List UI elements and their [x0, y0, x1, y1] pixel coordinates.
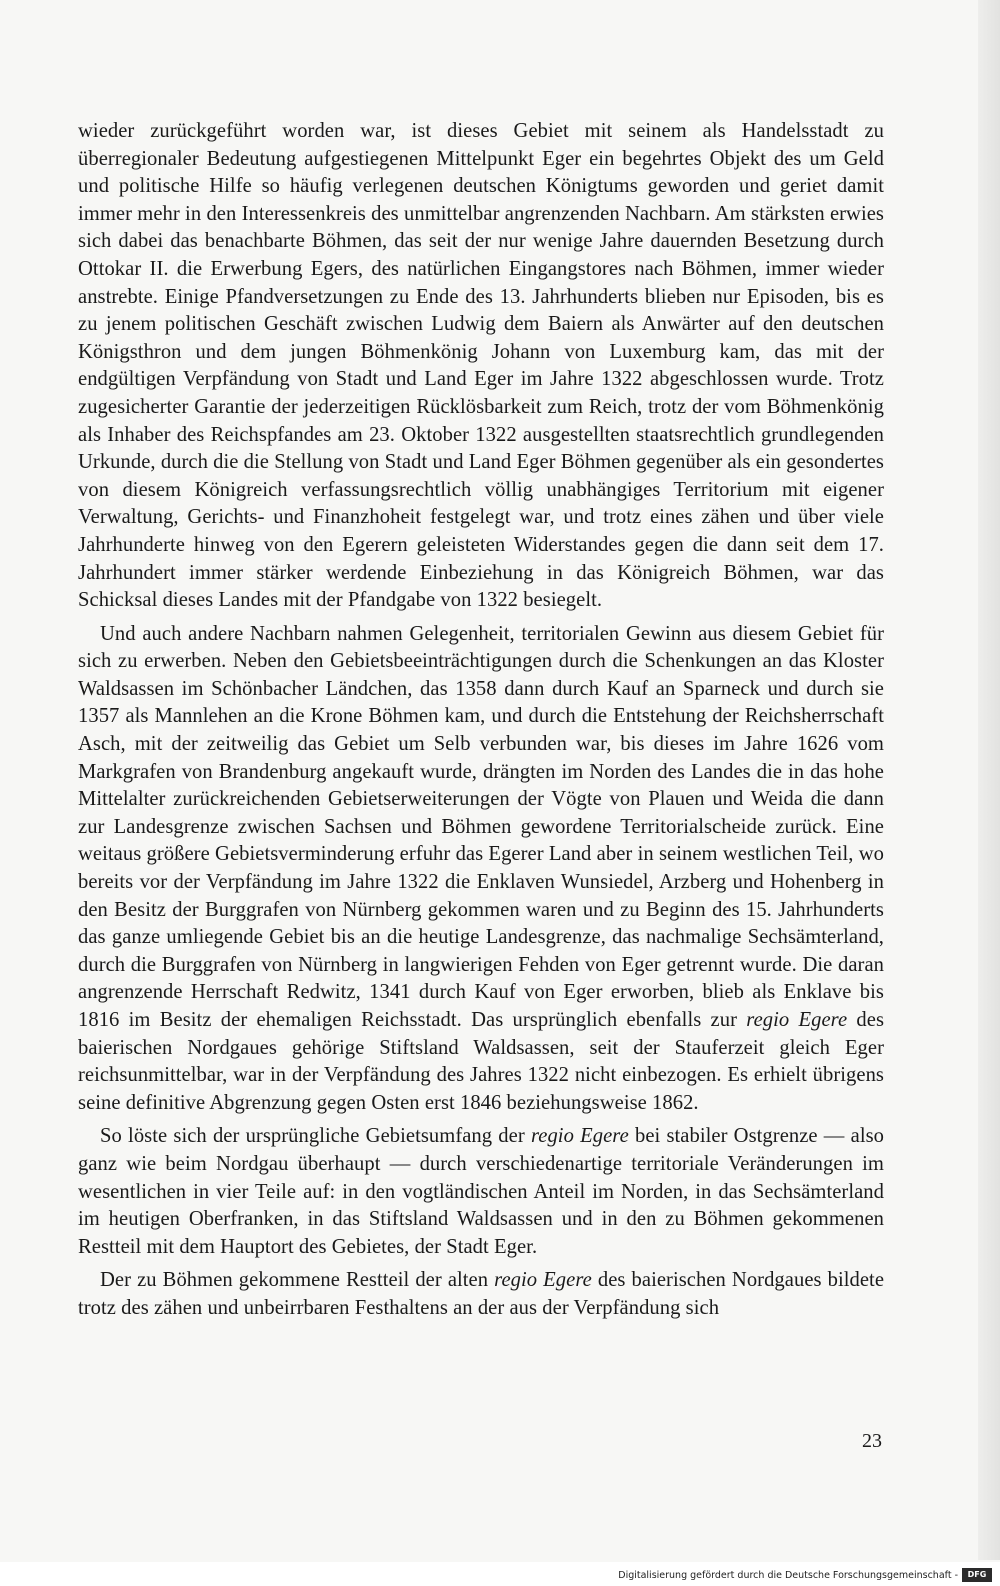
page-number: 23: [862, 1430, 882, 1452]
paragraph-2-rest: des baierischen Nordgaues gehörige Stiftsland Waldsassen, seit der Stauferzeit gleich Eger reichsunmittelbar, war in der Verpfändung des Jahres 1322 nicht einbezogen. Es erhielt übrigens seine definitive Abgrenzung gegen Osten erst 1846 beziehungsweise 1862.: [78, 1009, 885, 1114]
paragraph-1: wieder zurückgeführt worden war, ist dieses Gebiet mit seinem als Handelsstadt zu überregionaler Bedeutung aufgestiegenen Mittelpunkt Eger ein begehrtes Objekt des um Geld und politische Hilfe so häufig verlegenen deutschen Königtums geworden und geriet damit immer mehr in den Interessenkreis des unmittelbar angrenzenden Nachbarn. Am stärksten erwies sich dabei das benachbarte Böhmen, das seit der nur wenige Jahre dauernden Besetzung durch Ottokar II. die Erwerbung Egers, des natürlichen Eingangstores nach Böhmen, immer wieder anstrebte. Einige Pfandversetzungen zu Ende des 13. Jahrhunderts blieben nur Episoden, bis es zu jenem politischen Geschäft zwischen Ludwig dem Baiern als Anwärter auf den deutschen Königsthron und dem jungen Böhmenkönig Johann von Luxemburg kam, das mit der endgültigen Verpfändung von Stadt und Land Eger im Jahre 1322 abgeschlossen wurde. Trotz zugesicherter Garantie der jederzeitigen Rücklösbarkeit zum Reich, trotz der vom Böhmenkönig als Inhaber des Reichspfandes am 23. Oktober 1322 ausgestellten staatsrechtlich grundlegenden Urkunde, durch die die Stellung von Stadt und Land Eger Böhmen gegenüber als ein gesondertes von diesem Königreich verfassungsrechtlich völlig unabhängiges Territorium mit eigener Verwaltung, Gerichts- und Finanzhoheit festgelegt war, und trotz eines zähen und über viele Jahrhunderte hinweg von den Egerern geleisteten Widerstandes gegen die dann seit dem 17. Jahrhundert immer stärker werdende Einbeziehung in das Königreich Böhmen, war das Schicksal dieses Landes mit der Pfandgabe von 1322 besiegelt.: [78, 120, 884, 612]
paragraph-4-text: Der zu Böhmen gekommene Restteil der alten: [100, 1269, 489, 1292]
paragraph-4-rest: des baierischen Nordgaues bildete trotz des zähen und unbeirrbaren Festhaltens an der aus der Verpfändung sich: [78, 1269, 885, 1319]
paragraph-3-italic: regio Egere: [530, 1125, 629, 1148]
paragraph-4: [78, 1267, 884, 1322]
page-edge-shadow: [978, 0, 1000, 1560]
paragraph-2: [78, 621, 884, 1118]
paragraph-2-italic: regio Egere: [746, 1009, 848, 1031]
paragraph-3-rest: bei stabiler Ostgrenze — also ganz wie beim Nordgau überhaupt — durch verschiedenartige territoriale Veränderungen im wesentlichen in vier Teile auf: in den vogtländischen Anteil im Norden, in das Sechsämterland im heutigen Oberfranken, in das Stiftsland Waldsassen und in den zu Böhmen gekommenen Restteil mit dem Hauptort des Gebietes, der Stadt Eger.: [78, 1125, 885, 1258]
body-text: [78, 118, 884, 1329]
paragraph-2-text: Und auch andere Nachbarn nahmen Gelegenheit, territorialen Gewinn aus diesem Gebiet für sich zu erwerben. Neben den Gebietsbeeinträchtigungen durch die Schenkungen an das Kloster Waldsassen im Schönbacher Ländchen, das 1358 dann durch Kauf an Sparneck und durch sie 1357 als Mannlehen an die Krone Böhmen kam, und durch die Entstehung der Reichsherrschaft Asch, mit der zeitweilig das Gebiet um Selb verbunden war, bis dieses im Jahre 1626 vom Markgrafen von Brandenburg angekauft wurde, drängten im Norden des Landes die in das hohe Mittelalter zurückreichenden Gebietserweiterungen der Vögte von Plauen und Weida die dann zur Landesgrenze zwischen Sachsen und Böhmen gewordene Territorialscheide zurück. Eine weitaus größere Gebietsverminderung erfuhr das Egerer Land aber in seinem westlichen Teil, wo bereits vor der Verpfändung im Jahre 1322 die Enklaven Wunsiedel, Arzberg und Hohenberg in den Besitz der Burggrafen von Nürnberg gekommen waren und zu Beginn des 15. Jahrhunderts das ganze umliegende Gebiet bis an die heutige Landesgrenze, das nachmalige Sechsämterland, durch die Burggrafen von Nürnberg in langwierigen Fehden von Eger getrennt wurde. Die daran angrenzende Herrschaft Redwitz, 1341 durch Kauf von Eger erworben, blieb als Enklave bis 1816 im Besitz der ehemaligen Reichsstadt. Das ursprünglich ebenfalls zur: [78, 622, 884, 1031]
footer-credit: Digitalisierung gefördert durch die Deutsche Forschungsgemeinschaft -: [618, 1570, 958, 1581]
paragraph-3: [78, 1123, 884, 1261]
paragraph-4-italic: regio Egere: [494, 1269, 592, 1292]
footer-bar: [0, 1562, 1000, 1586]
paragraph-3-text: So löste sich der ursprüngliche Gebietsumfang der: [100, 1125, 525, 1148]
dfg-logo-icon: DFG: [962, 1568, 992, 1582]
